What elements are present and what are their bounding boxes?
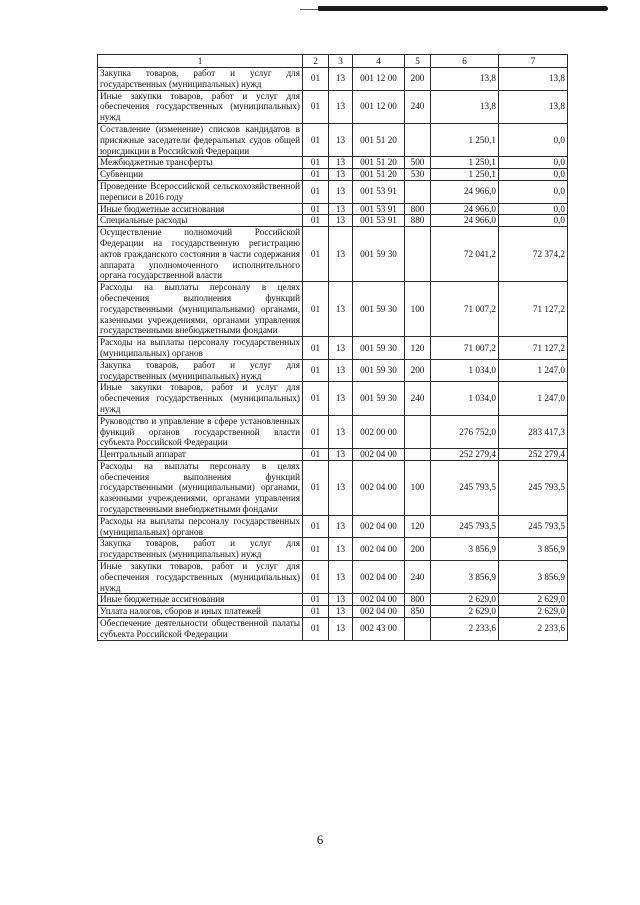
row-sum-1: 3 856,9 (431, 561, 499, 594)
row-name: Расходы на выплаты персоналу государственных (муниципальных) органов (98, 515, 303, 538)
row-name: Расходы на выплаты персоналу в целях обеспечения выполнения функций государственными (муниципальными) органами, казенными учреждениями, органами управления государственными внебюджетными фондами (98, 460, 303, 515)
row-section: 01 (303, 123, 329, 156)
row-section: 01 (303, 606, 329, 618)
row-expense: 120 (405, 515, 431, 538)
row-sum-1: 1 034,0 (431, 382, 499, 415)
row-sum-2: 0,0 (499, 123, 568, 156)
row-subsection: 13 (329, 515, 353, 538)
row-sum-1: 13,8 (431, 68, 499, 91)
row-expense: 240 (405, 90, 431, 123)
row-section: 01 (303, 68, 329, 91)
row-sum-1: 71 007,2 (431, 282, 499, 337)
row-expense: 240 (405, 382, 431, 415)
row-target: 001 59 30 (353, 359, 405, 382)
header-cell-4: 4 (353, 55, 405, 68)
row-sum-2: 245 793,5 (499, 515, 568, 538)
row-subsection: 13 (329, 123, 353, 156)
row-section: 01 (303, 618, 329, 641)
row-target: 002 04 00 (353, 594, 405, 606)
scan-mark-stroke (318, 6, 608, 11)
row-target: 001 51 20 (353, 157, 405, 169)
header-cell-5: 5 (405, 55, 431, 68)
row-name: Составление (изменение) списков кандидатов в присяжные заседатели федеральных судов общей юрисдикции в Российской Федерации (98, 123, 303, 156)
row-name: Руководство и управление в сфере установленных функций органов государственной власти субъекта Российской Федерации (98, 415, 303, 448)
row-subsection: 13 (329, 618, 353, 641)
row-name: Проведение Всероссийской сельскохозяйственной переписи в 2016 году (98, 180, 303, 203)
row-section: 01 (303, 169, 329, 181)
row-sum-1: 245 793,5 (431, 515, 499, 538)
row-expense (405, 449, 431, 461)
row-name: Иные закупки товаров, работ и услуг для обеспечения государственных (муниципальных) нужд (98, 90, 303, 123)
row-expense: 530 (405, 169, 431, 181)
row-sum-1: 71 007,2 (431, 337, 499, 360)
row-sum-2: 0,0 (499, 203, 568, 215)
row-name: Расходы на выплаты персоналу государственных (муниципальных) органов (98, 337, 303, 360)
row-name: Иные закупки товаров, работ и услуг для обеспечения государственных (муниципальных) нужд (98, 382, 303, 415)
row-sum-1: 2 233,6 (431, 618, 499, 641)
table-row (98, 538, 568, 561)
table-row (98, 157, 568, 169)
row-sum-1: 276 752,0 (431, 415, 499, 448)
row-name: Осуществление полномочий Российской Федерации на государственную регистрацию актов гражданского состояния в части содержания аппарата уполномоченного исполнительного органа государственной власти (98, 227, 303, 282)
row-name: Уплата налогов, сборов и иных платежей (98, 606, 303, 618)
table-row (98, 359, 568, 382)
table-row (98, 180, 568, 203)
header-cell-6: 6 (431, 55, 499, 68)
table-row (98, 561, 568, 594)
row-target: 001 12 00 (353, 68, 405, 91)
row-sum-2: 2 233,6 (499, 618, 568, 641)
row-section: 01 (303, 337, 329, 360)
row-target: 002 04 00 (353, 449, 405, 461)
row-subsection: 13 (329, 359, 353, 382)
page-number: 6 (316, 832, 324, 847)
row-sum-2: 2 629,0 (499, 606, 568, 618)
row-expense: 800 (405, 594, 431, 606)
budget-table (97, 54, 568, 641)
row-subsection: 13 (329, 449, 353, 461)
table-row (98, 337, 568, 360)
table-row (98, 606, 568, 618)
row-target: 001 12 00 (353, 90, 405, 123)
row-section: 01 (303, 382, 329, 415)
row-subsection: 13 (329, 337, 353, 360)
row-sum-2: 0,0 (499, 180, 568, 203)
row-sum-1: 1 250,1 (431, 157, 499, 169)
row-target: 001 59 30 (353, 337, 405, 360)
row-sum-1: 252 279,4 (431, 449, 499, 461)
row-name: Обеспечение деятельности общественной палаты субъекта Российской Федерации (98, 618, 303, 641)
row-sum-1: 245 793,5 (431, 460, 499, 515)
row-name: Иные бюджетные ассигнования (98, 203, 303, 215)
row-subsection: 13 (329, 169, 353, 181)
row-subsection: 13 (329, 606, 353, 618)
row-sum-1: 24 966,0 (431, 215, 499, 227)
row-target: 002 43 00 (353, 618, 405, 641)
row-sum-2: 3 856,9 (499, 561, 568, 594)
table-body (98, 68, 568, 641)
row-sum-1: 1 250,1 (431, 123, 499, 156)
row-subsection: 13 (329, 415, 353, 448)
row-name: Субвенции (98, 169, 303, 181)
row-expense: 880 (405, 215, 431, 227)
row-sum-2: 0,0 (499, 157, 568, 169)
row-target: 001 59 30 (353, 227, 405, 282)
table-row (98, 618, 568, 641)
row-target: 001 53 91 (353, 203, 405, 215)
row-sum-2: 1 247,0 (499, 359, 568, 382)
table-row (98, 215, 568, 227)
row-name: Расходы на выплаты персоналу в целях обеспечения выполнения функций государственными (муниципальными) органами, казенными учреждениями, органами управления государственными внебюджетными фондами (98, 282, 303, 337)
row-name: Закупка товаров, работ и услуг для государственных (муниципальных) нужд (98, 68, 303, 91)
row-target: 002 04 00 (353, 515, 405, 538)
row-expense: 200 (405, 359, 431, 382)
table-row (98, 449, 568, 461)
row-expense: 800 (405, 203, 431, 215)
table-row (98, 227, 568, 282)
row-sum-2: 245 793,5 (499, 460, 568, 515)
row-section: 01 (303, 90, 329, 123)
row-section: 01 (303, 282, 329, 337)
row-sum-1: 13,8 (431, 90, 499, 123)
row-section: 01 (303, 515, 329, 538)
row-subsection: 13 (329, 282, 353, 337)
row-target: 002 04 00 (353, 561, 405, 594)
row-subsection: 13 (329, 538, 353, 561)
row-target: 001 51 20 (353, 123, 405, 156)
row-name: Центральный аппарат (98, 449, 303, 461)
row-expense (405, 180, 431, 203)
row-section: 01 (303, 449, 329, 461)
row-sum-1: 3 856,9 (431, 538, 499, 561)
row-name: Иные закупки товаров, работ и услуг для обеспечения государственных (муниципальных) нужд (98, 561, 303, 594)
row-section: 01 (303, 594, 329, 606)
row-target: 002 00 00 (353, 415, 405, 448)
row-section: 01 (303, 215, 329, 227)
row-sum-2: 3 856,9 (499, 538, 568, 561)
row-sum-2: 71 127,2 (499, 337, 568, 360)
row-target: 001 51 20 (353, 169, 405, 181)
row-target: 002 04 00 (353, 460, 405, 515)
row-expense: 850 (405, 606, 431, 618)
table-row (98, 515, 568, 538)
table-row (98, 68, 568, 91)
row-target: 001 53 91 (353, 180, 405, 203)
row-subsection: 13 (329, 203, 353, 215)
row-expense: 240 (405, 561, 431, 594)
row-target: 002 04 00 (353, 538, 405, 561)
row-expense (405, 227, 431, 282)
row-sum-2: 72 374,2 (499, 227, 568, 282)
row-sum-1: 72 041,2 (431, 227, 499, 282)
row-subsection: 13 (329, 215, 353, 227)
row-section: 01 (303, 460, 329, 515)
row-subsection: 13 (329, 594, 353, 606)
row-target: 001 59 30 (353, 282, 405, 337)
row-sum-2: 1 247,0 (499, 382, 568, 415)
row-expense (405, 618, 431, 641)
table-row (98, 282, 568, 337)
row-sum-2: 13,8 (499, 90, 568, 123)
row-subsection: 13 (329, 68, 353, 91)
table-row (98, 594, 568, 606)
table-row (98, 123, 568, 156)
row-sum-2: 13,8 (499, 68, 568, 91)
row-target: 001 53 91 (353, 215, 405, 227)
row-name: Межбюджетные трансферты (98, 157, 303, 169)
row-name: Закупка товаров, работ и услуг для государственных (муниципальных) нужд (98, 359, 303, 382)
row-expense (405, 123, 431, 156)
row-sum-1: 2 629,0 (431, 606, 499, 618)
row-section: 01 (303, 180, 329, 203)
table-row (98, 460, 568, 515)
row-name: Закупка товаров, работ и услуг для государственных (муниципальных) нужд (98, 538, 303, 561)
row-expense: 100 (405, 282, 431, 337)
row-subsection: 13 (329, 180, 353, 203)
table-row (98, 203, 568, 215)
row-sum-1: 24 966,0 (431, 180, 499, 203)
row-section: 01 (303, 203, 329, 215)
row-target: 002 04 00 (353, 606, 405, 618)
row-sum-2: 2 629,0 (499, 594, 568, 606)
table-row (98, 382, 568, 415)
row-subsection: 13 (329, 157, 353, 169)
row-section: 01 (303, 359, 329, 382)
row-subsection: 13 (329, 561, 353, 594)
row-sum-1: 2 629,0 (431, 594, 499, 606)
header-cell-2: 2 (303, 55, 329, 68)
row-sum-1: 1 034,0 (431, 359, 499, 382)
row-sum-2: 0,0 (499, 169, 568, 181)
row-subsection: 13 (329, 382, 353, 415)
header-cell-3: 3 (329, 55, 353, 68)
table-row (98, 90, 568, 123)
row-section: 01 (303, 538, 329, 561)
row-expense: 100 (405, 460, 431, 515)
row-name: Иные бюджетные ассигнования (98, 594, 303, 606)
row-expense: 200 (405, 538, 431, 561)
row-name: Специальные расходы (98, 215, 303, 227)
row-sum-2: 252 279,4 (499, 449, 568, 461)
row-subsection: 13 (329, 90, 353, 123)
header-row (98, 55, 568, 68)
row-expense: 500 (405, 157, 431, 169)
row-target: 001 59 30 (353, 382, 405, 415)
row-section: 01 (303, 227, 329, 282)
row-sum-2: 283 417,3 (499, 415, 568, 448)
table-row (98, 169, 568, 181)
row-sum-2: 71 127,2 (499, 282, 568, 337)
row-section: 01 (303, 157, 329, 169)
row-expense: 200 (405, 68, 431, 91)
row-sum-1: 24 966,0 (431, 203, 499, 215)
header-cell-7: 7 (499, 55, 568, 68)
row-subsection: 13 (329, 227, 353, 282)
table-header (98, 55, 568, 68)
header-cell-1: 1 (98, 55, 303, 68)
row-section: 01 (303, 561, 329, 594)
table-row (98, 415, 568, 448)
row-expense (405, 415, 431, 448)
row-section: 01 (303, 415, 329, 448)
row-sum-2: 0,0 (499, 215, 568, 227)
row-expense: 120 (405, 337, 431, 360)
row-subsection: 13 (329, 460, 353, 515)
row-sum-1: 1 250,1 (431, 169, 499, 181)
